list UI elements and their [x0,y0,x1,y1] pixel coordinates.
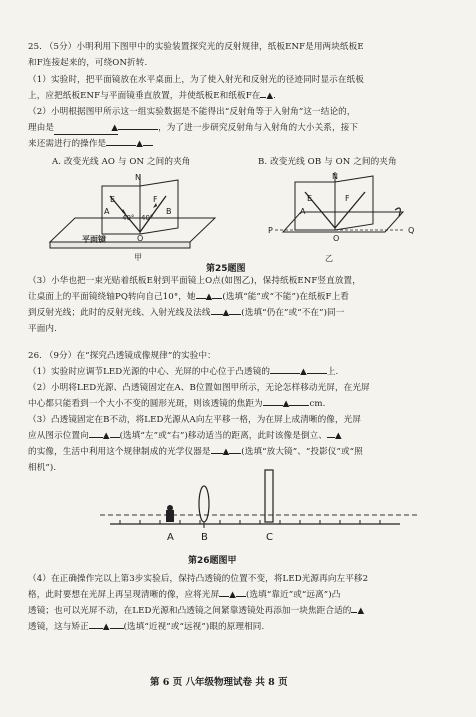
q25-p3-text-a: 让桌面上的平面镜绕轴PQ转向自己10°，她 [28,292,196,302]
q25-intro-line2: 和F连接起来的，可绕ON折转. [28,58,148,68]
q26-p3-line4: 相机”). [28,463,57,473]
q26-p4-line1: （4）在正确操作完以上第3步实验后，保持凸透镜的位置不变，将LED光源再向左平移2 [28,574,369,584]
label-a-yi: A [300,207,306,216]
q25-p3-line3 [28,308,344,319]
q25-p3-text-c: 到反射光线；此时的反射光线、入射光线及法线 [28,308,211,318]
label-angle-in: 40° [122,214,135,222]
convex-lens [199,486,209,522]
q26-p2-line2 [28,399,325,410]
q25-p3-text-b: (选填“能”或“不能”)在纸板F上看 [222,292,349,302]
q26-p3-line3 [28,447,363,458]
label-a-jia: A [104,207,110,216]
q26-p4-line3 [28,606,364,617]
q25-p2-line1: （2）小明根据图甲所示这一组实验数据是不能得出“反射角等于入射角”这一结论的， [28,107,356,117]
q25-p2-text: ，为了进一步研究反射角与入射角的大小关系，接下 [158,123,359,133]
q26-p1-text: （1）实验时应调节LED光源的中心、光屏的中心位于凸透镜的 [28,367,271,377]
page-footer: 第 6 页 八年级物理试卷 共 8 页 [150,677,288,688]
q26-p2-line1: （2）小明将LED光源、凸透镜固定在A、B位置如图甲所示，无论怎样移动光屏，在光屏 [28,383,370,393]
q25-intro-line1: 25. （5分）小明利用下图甲中的实验装置探究光的反射规律，纸板ENF是用两块纸板E [28,42,364,52]
q26-p3-line1: （3）凸透镜固定在B不动，将LED光源从A向左平移一格，为在屏上成清晰的像，光屏 [28,415,362,425]
q26-p3-text-d: (选填“放大镜”、“投影仪”或“照 [241,447,363,457]
label-q-yi: Q [408,226,415,235]
q26-p3-answer-3[interactable]: ▲ [222,447,230,457]
figure-yi [275,172,415,262]
q25-p3-line4: 平面内. [28,324,57,334]
caption-yi: 乙 [325,254,333,263]
q26-intro: 26. （9分）在“探究凸透镜成像规律”的实验中： [28,351,216,361]
q26-p4-text-a: 格，此时要想在光屏上再呈现清晰的像，应将光屏 [28,590,220,600]
label-p-yi: P [268,226,273,235]
label-e-jia: E [110,195,116,204]
q26-p4-answer-1[interactable]: ▲ [229,590,236,600]
q25-p2-line3 [28,139,153,150]
q26-p4-answer-2[interactable]: ▲ [357,606,365,616]
q26-p4-text-d: 透镜，这与矫正 [28,622,89,632]
label-f-jia: F [153,195,158,204]
q26-p3-text-b: (选填“左”或“右”)移动适当的距离，此时该像是倒立、 [119,431,328,441]
q25-p2-reason-label: 理由是 [28,123,55,133]
q25-p2-line2 [28,123,358,135]
q25-p2-answer[interactable] [54,123,118,135]
q26-p1 [28,367,338,378]
label-o-jia: O [137,234,144,243]
q26-p4-text-c: 透镜；也可以光屏不动，在LED光源和凸透镜之间紧靠透镜处再添加一块焦距合适的 [28,606,352,616]
bench-label-b: B [201,532,208,543]
q25-p3-line1: （3）小华也把一束光贴着纸板E射到平面镜上O点(如图乙)，保持纸板ENF竖直放置， [28,276,361,286]
q25-p3-answer-1[interactable]: ▲ [205,292,213,302]
light-screen [265,470,273,522]
caption-jia: 甲 [134,253,142,262]
q26-p4-text-e: (选填“近视”或“远视”)眼的原理相同. [123,622,265,632]
q25-option-a[interactable]: A. 改变光线 AO 与 ON 之间的夹角 [52,157,191,167]
led-light-source [166,510,174,522]
label-angle-out: 40° [141,214,154,222]
q25-p1-answer[interactable]: ▲. [266,91,276,101]
q26-p2-text: 中心都只能看到一个大小不变的圆形光斑，则该透镜的焦距为 [28,399,263,409]
mirror-label-jia: 平面镜 [82,235,106,244]
q25-p1-text: 上，应把纸板ENF与平面镜垂直放置，并使纸板E和纸板F在 [28,91,261,101]
label-b-jia: B [166,207,172,216]
q26-p3-text-a: 应从图示位置向 [28,431,89,441]
q25-p2-step-answer[interactable]: ▲ [136,139,143,149]
optical-bench-figure [100,490,420,540]
label-n-jia: N [135,173,141,182]
q26-p3-answer-2[interactable]: ▲ [335,431,342,441]
q25-p2-marker: ▲ [111,123,119,133]
q26-p4-line4 [28,622,264,633]
q26-p1-answer[interactable]: ▲ [300,367,307,377]
label-n-yi: N [332,172,338,181]
q26-p3-text-c: 的实像，生活中利用这个规律制成的光学仪器是 [28,447,211,457]
bench-label-a: A [167,532,174,543]
bench-label-c: C [266,532,273,543]
q26-figure-title: 第26题图甲 [188,556,237,566]
q25-p1-line2 [28,91,276,102]
q26-p1-end: 上. [326,367,339,377]
q25-p2-step-label: 来还需进行的操作是 [28,139,107,149]
q25-p1-line1: （1）实验时，把平面镜放在水平桌面上，为了使入射光和反射光的径迹同时显示在纸板 [28,75,364,85]
q26-p2-answer[interactable]: ▲ [282,399,290,409]
label-e-yi: E [307,194,313,203]
q26-p3-answer-1[interactable]: ▲ [102,431,110,441]
q26-p4-line2 [28,590,340,601]
q25-p3-line2 [28,292,349,303]
q26-p4-text-b: (选填“靠近”或“远离”)凸 [245,590,341,600]
q26-p3-line2 [28,431,342,442]
label-f-yi: F [345,194,350,203]
q26-p2-unit: cm. [309,399,326,409]
q26-p4-answer-3[interactable]: ▲ [102,622,110,632]
q25-p3-answer-2[interactable]: ▲ [222,308,230,318]
q25-p3-text-d: (选填“仍在”或“不在”)同一 [241,308,345,318]
q25-option-b[interactable]: B. 改变光线 OB 与 ON 之间的夹角 [258,157,397,167]
q25-figure-title: 第25题图 [206,264,246,274]
label-o-yi: O [333,234,340,243]
